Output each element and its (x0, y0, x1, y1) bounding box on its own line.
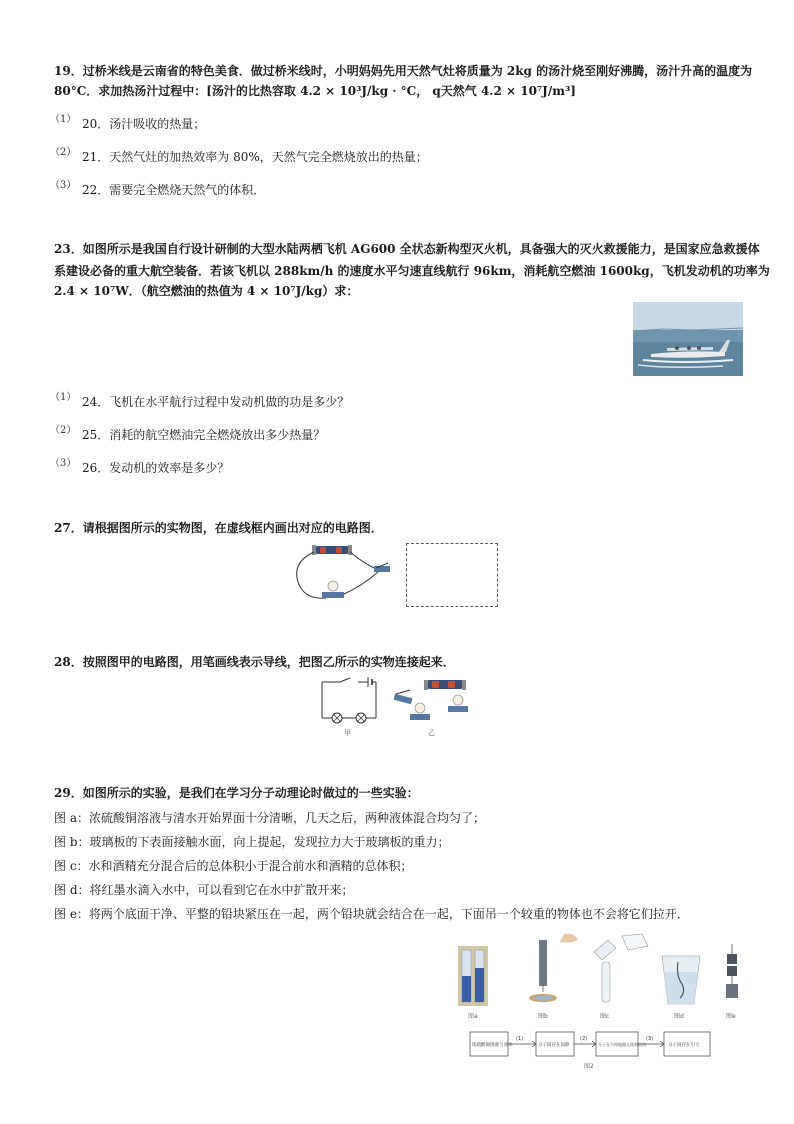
q23-line2: 系建设必备的重大航空装备．若该飞机以 288km/h 的速度水平匀速直线航行 96km，消耗航空燃油 1600kg，飞机发动机的功率为 (54, 264, 770, 278)
q29-title: 29．如图所示的实验，是我们在学习分子动理论时做过的一些实验： (54, 786, 419, 800)
q29-item-d-label: 图 d： (54, 883, 90, 897)
q29-item-a (54, 809, 485, 826)
fig-a-cylinders (458, 946, 488, 1006)
flow-arrow-3: (3) (646, 1036, 654, 1042)
fig-c-tube (594, 934, 648, 1002)
q29-item-a-label: 图 a： (54, 811, 89, 825)
q23-line1: 23．如图所示是我国自行设计研制的大型水陆两栖飞机 AG600 全状态新构型灭火机，具备强大的灭火救援能力，是国家应急救援体 (54, 242, 760, 256)
q29-experiment-figures (456, 932, 746, 1072)
q28-text: 28．按照图甲的电路图，用笔画线表示导线，把图乙所示的实物连接起来． (54, 655, 455, 669)
q29-item-b (54, 833, 450, 850)
q27-physical-circuit-figure (290, 542, 402, 606)
flow-box-4: 分子间存在引力 (668, 1043, 700, 1048)
flow-arrow-2: (2) (580, 1036, 588, 1042)
flow-box-1: 浓硫酸铜溶液与清水 (472, 1043, 513, 1048)
q29-item-c-label: 图 c： (54, 859, 89, 873)
q28-physical-components-yi (390, 676, 482, 728)
q28-circuit-diagram-jia (318, 676, 380, 734)
q19-sub3-num: （3） (50, 180, 77, 191)
fig-d-beaker (662, 956, 700, 1004)
q19-sub3-text: 22．需要完全燃烧天然气的体积． (82, 183, 266, 197)
q29-item-d (54, 881, 354, 898)
fig-d-label: 图d (674, 1013, 684, 1020)
q27-dashed-answer-box[interactable] (406, 543, 498, 607)
fig-e-label: 图e (726, 1013, 736, 1020)
q29-item-e-text: 将两个底面干净、平整的铅块紧压在一起，两个铅块就会结合在一起，下面吊一个较重的物体也不会将它们拉开． (88, 907, 689, 921)
q19-line1: 19．过桥米线是云南省的特色美食．做过桥米线时，小明妈妈先用天然气灶将质量为 2kg 的汤汁烧至刚好沸腾，汤汁升高的温度为 (54, 64, 753, 78)
fig-c-label: 图c (600, 1013, 610, 1020)
q19-sub2-num: （2） (50, 147, 77, 158)
q28-label-yi: 乙 (428, 729, 435, 737)
q19-sub1-num: （1） (50, 114, 77, 125)
q29-item-d-text: 将红墨水滴入水中，可以看到它在水中扩散开来； (89, 883, 354, 897)
fig-b-spring-scale (529, 934, 578, 1002)
flow-box-2: 分子间存在间隙 (538, 1043, 570, 1048)
q23-line3: 2.4 × 10⁷W．（航空燃油的热值为 4 × 10⁷J/kg）求： (54, 284, 359, 298)
q29-item-e (54, 905, 689, 922)
q23-sub3-text: 26．发动机的效率是多少？ (82, 461, 230, 475)
q19-sub1-text: 20．汤汁吸收的热量； (82, 117, 206, 131)
fig-2-label: 图2 (584, 1063, 594, 1070)
q29-item-b-label: 图 b： (54, 835, 90, 849)
flow-box-3: 分子在不停地做无规则运动 (598, 1042, 646, 1047)
flow-arrow-1: (1) (516, 1036, 524, 1042)
q23-sub2-num: （2） (50, 425, 77, 436)
q19-sub2-text: 21．天然气灶的加热效率为 80%，天然气完全燃烧放出的热量； (82, 150, 428, 164)
q23-sub1-num: （1） (50, 392, 77, 403)
fig-e-lead-blocks (726, 944, 738, 998)
q19-line2: 80°C．求加热汤汁过程中：[汤汁的比热容取 4.2 × 10³J/kg · °C， q天然气 4.2 × 10⁷J/m³] (54, 84, 576, 98)
q23-sub3-num: （3） (50, 458, 77, 469)
q29-item-b-text: 玻璃板的下表面接触水面，向上提起，发现拉力大于玻璃板的重力； (89, 835, 450, 849)
fig-b-label: 图b (538, 1013, 548, 1020)
q29-item-c-text: 水和酒精充分混合后的总体积小于混合前水和酒精的总体积； (88, 859, 413, 873)
q28-label-jia: 甲 (344, 729, 351, 737)
seaplane-photo (633, 302, 743, 376)
q29-item-a-text: 浓硫酸铜溶液与清水开始界面十分清晰，几天之后，两种液体混合均匀了； (88, 811, 485, 825)
q27-text: 27．请根据图所示的实物图，在虚线框内画出对应的电路图． (54, 521, 383, 535)
q29-item-e-label: 图 e： (54, 907, 89, 921)
q29-item-c (54, 857, 413, 874)
q23-sub2-text: 25．消耗的航空燃油完全燃烧放出多少热量？ (82, 428, 326, 442)
fig-a-label: 图a (468, 1013, 478, 1020)
q23-sub1-text: 24．飞机在水平航行过程中发动机做的功是多少？ (82, 395, 350, 409)
